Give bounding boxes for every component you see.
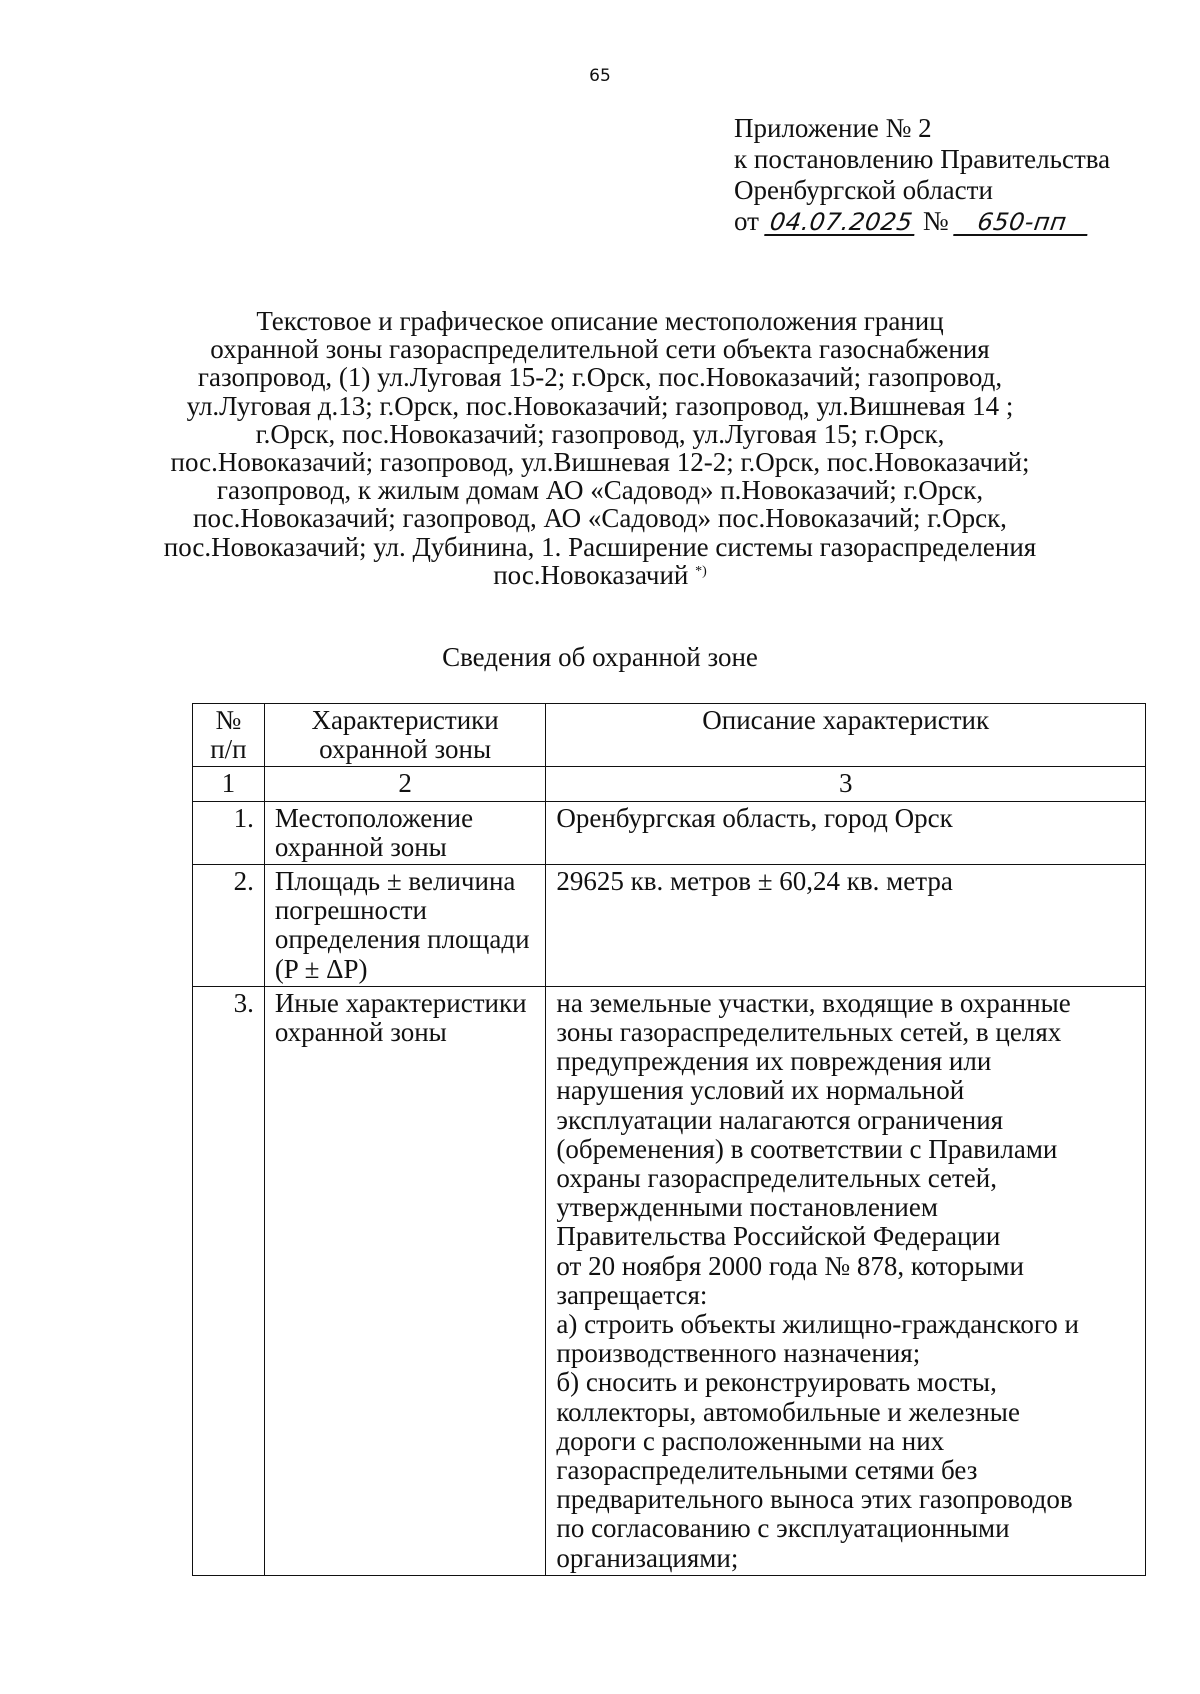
- row-characteristic: Площадь ± величина погрешности определения площади (P ± ΔP): [264, 865, 546, 987]
- section-subtitle: Сведения об охранной зоне: [442, 642, 758, 672]
- row-characteristic: Местоположение охранной зоны: [264, 801, 546, 864]
- title-line: газопровод, к жилым домам АО «Садовод» п.Новоказачий; г.Орск,: [216, 475, 984, 506]
- row-description: на земельные участки, входящие в охранные зоны газораспределительных сетей, в целях предупреждения их повреждения или нарушения условий их нормальной эксплуатации налагаются ограничения (обременения) в соответствии с Правилами охраны газораспределительных сетей, утвержденными постановлением Правительства Российской Федерации от 20 ноября 2000 года № 878, которыми запрещается: а) строить объекты жилищно-гражданского и производственного назначения; б) сносить и реконструировать мосты, коллекторы, автомобильные и железные дороги с расположенными на них газораспределительными сетями без предварительного выноса этих газопроводов по согласованию с эксплуатационными организациями;: [546, 986, 1146, 1575]
- header-number: № п/п: [193, 704, 265, 767]
- number-label: №: [922, 206, 949, 236]
- row-description: 29625 кв. метров ± 60,24 кв. метра: [546, 865, 1146, 987]
- row-characteristic: Иные характеристики охранной зоны: [264, 986, 546, 1575]
- title-line: г.Орск, пос.Новоказачий; газопровод, ул.Луговая 15; г.Орск,: [255, 418, 945, 449]
- handwritten-date: 04.07.2025: [764, 210, 918, 236]
- column-number: 2: [264, 767, 546, 801]
- header-description: Описание характеристик: [546, 704, 1146, 767]
- row-number: 2.: [193, 865, 265, 987]
- row-description: Оренбургская область, город Орск: [546, 801, 1146, 864]
- appendix-date-line: [734, 206, 1110, 237]
- from-label: от: [734, 206, 759, 236]
- document-title: [140, 307, 1060, 589]
- table-header-row: [193, 704, 1146, 767]
- title-line: газопровод, (1) ул.Луговая 15-2; г.Орск, пос.Новоказачий; газопровод,: [197, 362, 1003, 393]
- appendix-title: Приложение № 2: [734, 113, 932, 143]
- table-row: [193, 986, 1146, 1575]
- appendix-region: Оренбургской области: [734, 175, 993, 205]
- header-characteristics: Характеристики охранной зоны: [264, 704, 546, 767]
- title-line: ул.Луговая д.13; г.Орск, пос.Новоказачий; газопровод, ул.Вишневая 14 ;: [186, 390, 1014, 421]
- title-line: пос.Новоказачий; газопровод, АО «Садовод» пос.Новоказачий; г.Орск,: [193, 503, 1007, 534]
- appendix-block: [734, 113, 1110, 237]
- row-number: 1.: [193, 801, 265, 864]
- table-row: [193, 865, 1146, 987]
- title-line: охранной зоны газораспределительной сети объекта газоснабжения: [210, 334, 990, 365]
- title-line: пос.Новоказачий: [493, 559, 689, 590]
- table-row: [193, 801, 1146, 864]
- column-number: 3: [546, 767, 1146, 801]
- title-last-line: [140, 561, 1060, 589]
- page-number: 65: [589, 66, 611, 86]
- title-line: Текстовое и графическое описание местоположения границ: [256, 306, 944, 336]
- column-number: 1: [193, 767, 265, 801]
- column-numbers-row: [193, 767, 1146, 801]
- footnote-mark: *): [695, 563, 707, 579]
- title-line: пос.Новоказачий; газопровод, ул.Вишневая 12-2; г.Орск, пос.Новоказачий;: [170, 447, 1030, 478]
- zone-table: [192, 703, 1146, 1576]
- title-line: пос.Новоказачий; ул. Дубинина, 1. Расширение системы газораспределения: [163, 531, 1037, 562]
- row-number: 3.: [193, 986, 265, 1575]
- handwritten-number: 650-пп: [954, 210, 1092, 236]
- appendix-resolution: к постановлению Правительства: [734, 144, 1111, 174]
